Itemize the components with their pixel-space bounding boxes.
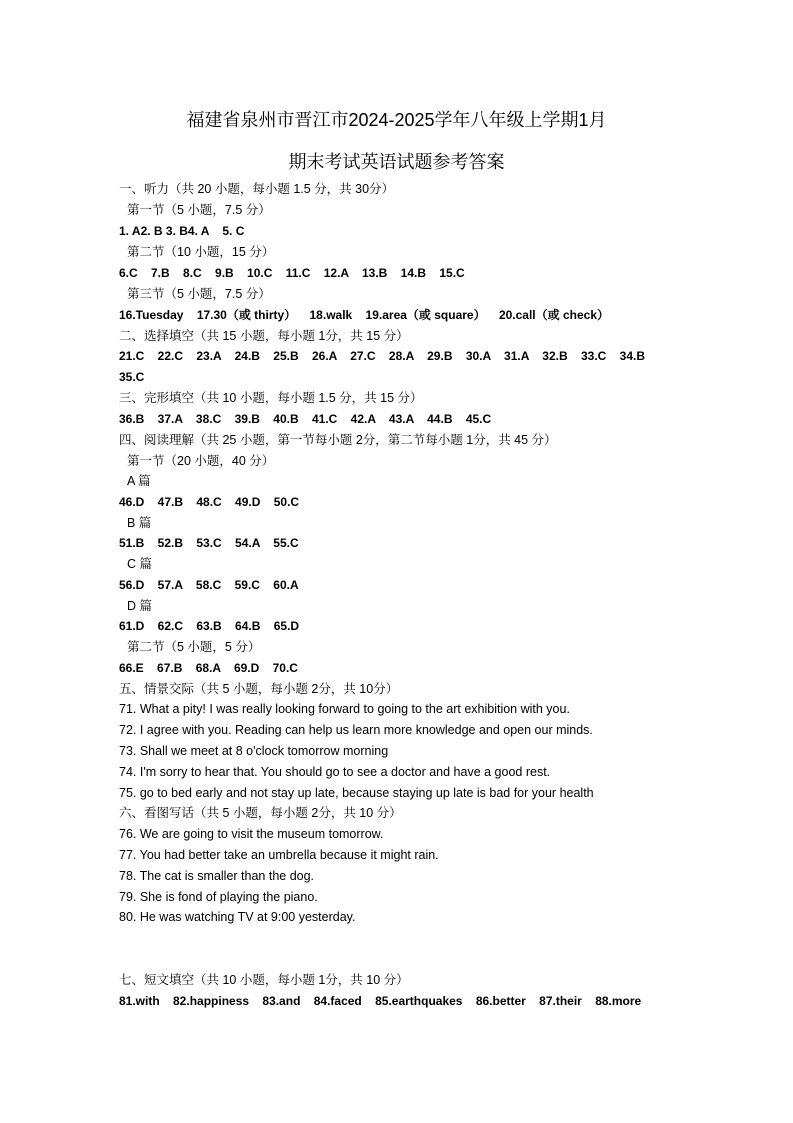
answer-71: 71. What a pity! I was really looking forward to going to the art exhibition with you.: [119, 702, 570, 716]
answers-36-45: 36.B 37.A 38.C 39.B 40.B 41.C 42.A 43.A 44.B 45.C: [119, 412, 492, 426]
answers-61-65: 61.D 62.C 63.B 64.B 65.D: [119, 619, 300, 633]
section-7-heading: 七、短文填空（共 10 小题，每小题 1分，共 10 分）: [119, 973, 409, 987]
section-4-part-2: 第二节（5 小题，5 分）: [127, 640, 261, 654]
answers-21-34: 21.C 22.C 23.A 24.B 25.B 26.A 27.C 28.A 29.B 30.A 31.A 32.B 33.C 34.B: [119, 349, 646, 363]
answers-1-5: 1. A2. B 3. B4. A 5. C: [119, 224, 245, 238]
passage-b-label: B 篇: [127, 516, 152, 530]
passage-c-label: C 篇: [127, 557, 153, 571]
section-3-heading: 三、完形填空（共 10 小题，每小题 1.5 分，共 15 分）: [119, 391, 423, 405]
passage-a-label: A 篇: [127, 474, 151, 488]
answer-78: 78. The cat is smaller than the dog.: [119, 869, 315, 883]
answer-80: 80. He was watching TV at 9:00 yesterday.: [119, 910, 356, 924]
section-5-heading: 五、情景交际（共 5 小题，每小题 2分，共 10分）: [119, 682, 399, 696]
answer-76: 76. We are going to visit the museum tomorrow.: [119, 827, 384, 841]
answer-74: 74. I'm sorry to hear that. You should go to see a doctor and have a good rest.: [119, 765, 551, 779]
section-1-part-3: 第三节（5 小题，7.5 分）: [127, 287, 271, 301]
document-title-line-1: 福建省泉州市晋江市2024-2025学年八年级上学期1月: [186, 110, 607, 130]
answers-51-55: 51.B 52.B 53.C 54.A 55.C: [119, 536, 299, 550]
section-4-part-1: 第一节（20 小题，40 分）: [127, 454, 275, 468]
section-1-part-1: 第一节（5 小题，7.5 分）: [127, 203, 271, 217]
section-6-heading: 六、看图写话（共 5 小题，每小题 2分，共 10 分）: [119, 806, 402, 820]
answers-81-88: 81.with 82.happiness 83.and 84.faced 85.earthquakes 86.better 87.their 88.more: [119, 994, 642, 1008]
answers-35: 35.C: [119, 370, 145, 384]
answer-72: 72. I agree with you. Reading can help us learn more knowledge and open our minds.: [119, 723, 593, 737]
answers-16-20: 16.Tuesday 17.30（或 thirty） 18.walk 19.area（或 square） 20.call（或 check）: [119, 308, 609, 322]
answer-79: 79. She is fond of playing the piano.: [119, 890, 318, 904]
answer-75: 75. go to bed early and not stay up late, because staying up late is bad for your health: [119, 786, 594, 800]
answers-66-70: 66.E 67.B 68.A 69.D 70.C: [119, 661, 298, 675]
section-2-heading: 二、选择填空（共 15 小题，每小题 1分，共 15 分）: [119, 329, 409, 343]
document-title-line-2: 期末考试英语试题参考答案: [288, 152, 505, 172]
section-4-heading: 四、阅读理解（共 25 小题，第一节每小题 2分，第二节每小题 1分，共 45 分）: [119, 433, 557, 447]
answer-77: 77. You had better take an umbrella because it might rain.: [119, 848, 439, 862]
answers-6-15: 6.C 7.B 8.C 9.B 10.C 11.C 12.A 13.B 14.B 15.C: [119, 266, 465, 280]
answers-56-60: 56.D 57.A 58.C 59.C 60.A: [119, 578, 299, 592]
section-1-heading: 一、听力（共 20 小题，每小题 1.5 分，共 30分）: [119, 182, 395, 196]
section-1-part-2: 第二节（10 小题，15 分）: [127, 245, 275, 259]
passage-d-label: D 篇: [127, 599, 153, 613]
answers-46-50: 46.D 47.B 48.C 49.D 50.C: [119, 495, 300, 509]
answer-73: 73. Shall we meet at 8 o'clock tomorrow morning: [119, 744, 389, 758]
